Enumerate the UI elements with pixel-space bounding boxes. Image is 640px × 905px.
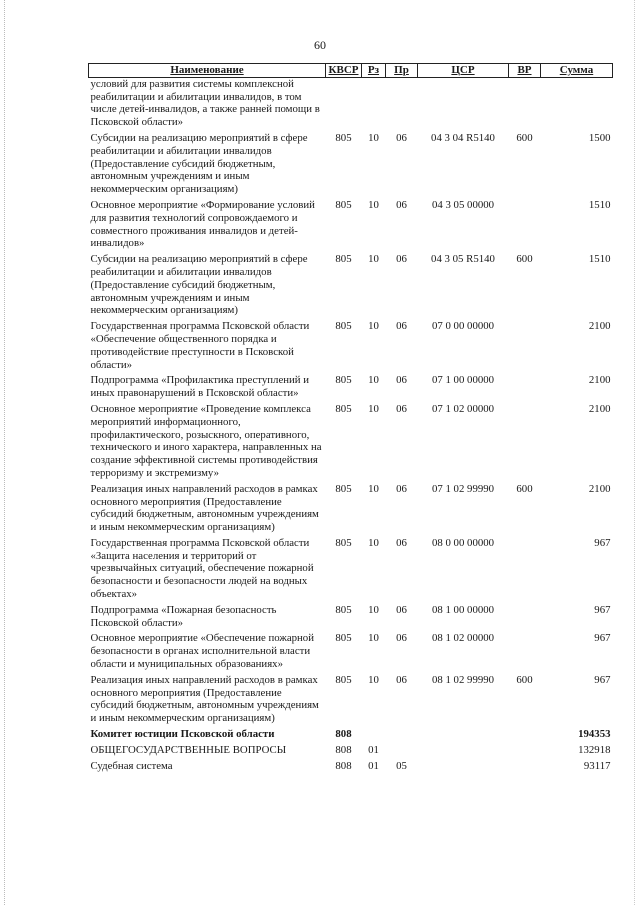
scan-edge-right	[634, 0, 636, 905]
scan-edge-left	[4, 0, 6, 905]
cell-sum: 1500	[588, 131, 611, 144]
table-row	[89, 317, 613, 371]
table-body	[89, 77, 613, 772]
cell-kvsr: 805	[335, 632, 352, 645]
cell-rz: 10	[368, 320, 379, 333]
cell-csr	[418, 757, 509, 773]
cell-name: Субсидии на реализацию мероприятий в сфере реабилитации и абилитации инвалидов (Предоставление субсидий бюджетным, автономным учреждениям и иным некоммерческим организациям)	[90, 253, 308, 317]
cell-csr: 04 3 05 00000	[431, 198, 495, 211]
cell-name: Реализация иных направлений расходов в рамках основного мероприятия (Предоставление субсидий бюджетным, автономным учреждениям и иным некоммерческим организациям)	[90, 673, 319, 725]
table-row	[89, 77, 613, 129]
cell-csr: 07 0 00 00000	[431, 320, 495, 333]
cell-csr: 07 1 00 00000	[431, 374, 495, 387]
cell-sum: 2100	[588, 320, 611, 333]
cell-kvsr: 805	[335, 374, 352, 387]
cell-sum: 1510	[588, 253, 611, 266]
cell-kvsr: 805	[335, 402, 352, 415]
table-row	[89, 671, 613, 725]
cell-csr: 04 3 04 R5140	[431, 131, 495, 144]
cell-rz: 10	[368, 673, 379, 686]
cell-rz: 10	[368, 632, 379, 645]
table-header-row	[89, 64, 613, 78]
cell-sum: 967	[594, 536, 611, 549]
cell-name: Судебная система	[90, 759, 173, 772]
cell-vr	[509, 196, 541, 250]
cell-pr	[386, 77, 418, 129]
cell-csr	[418, 741, 509, 757]
cell-kvsr: 805	[335, 603, 352, 616]
cell-kvsr: 808	[335, 728, 352, 741]
cell-rz	[362, 77, 386, 129]
cell-vr	[509, 757, 541, 773]
cell-name: Основное мероприятие «Обеспечение пожарной безопасности в органах исполнительной власти области и муниципальных образованиях»	[90, 632, 314, 671]
cell-pr: 06	[396, 536, 407, 549]
table-row	[89, 371, 613, 400]
cell-rz: 10	[368, 603, 379, 616]
cell-vr: 600	[516, 253, 533, 266]
cell-kvsr: 805	[335, 320, 352, 333]
cell-rz: 01	[368, 759, 379, 772]
cell-sum: 2100	[588, 402, 611, 415]
table-row	[89, 601, 613, 630]
budget-table	[88, 63, 613, 772]
cell-vr	[509, 725, 541, 741]
cell-csr: 08 1 00 00000	[431, 603, 495, 616]
cell-rz: 10	[368, 482, 379, 495]
cell-kvsr: 805	[335, 673, 352, 686]
cell-pr	[386, 741, 418, 757]
table-row	[89, 741, 613, 757]
cell-rz: 01	[368, 743, 379, 756]
cell-name: Государственная программа Псковской области «Обеспечение общественного порядка и противодействие преступности в Псковской области»	[90, 320, 310, 371]
cell-sum: 93117	[583, 759, 611, 772]
cell-csr: 08 0 00 00000	[431, 536, 495, 549]
cell-name: Подпрограмма «Пожарная безопасность Псковской области»	[90, 603, 277, 629]
cell-vr	[509, 400, 541, 480]
header-sum: Сумма	[541, 64, 613, 78]
cell-csr	[418, 725, 509, 741]
table-row	[89, 250, 613, 317]
cell-pr: 05	[396, 759, 407, 772]
cell-kvsr: 805	[335, 482, 352, 495]
cell-pr: 06	[396, 253, 407, 266]
cell-sum: 2100	[588, 374, 611, 387]
table-row	[89, 480, 613, 534]
cell-vr	[509, 77, 541, 129]
cell-name: Государственная программа Псковской области «Защита населения и территорий от чрезвычайных ситуаций, обеспечение пожарной безопасности и безопасности людей на водных объектах»	[90, 536, 314, 601]
cell-csr: 08 1 02 00000	[431, 632, 495, 645]
cell-vr	[509, 629, 541, 670]
table-row	[89, 629, 613, 670]
cell-pr: 06	[396, 632, 407, 645]
cell-name: Реализация иных направлений расходов в рамках основного мероприятия (Предоставление субсидий бюджетным, автономным учреждениям и иным некоммерческим организациям)	[90, 482, 319, 534]
header-csr: ЦСР	[418, 64, 509, 78]
cell-kvsr: 805	[335, 253, 352, 266]
cell-name: условий для развития системы комплексной реабилитации и абилитации инвалидов, в том числе детей-инвалидов, а также ранней помощи в Псковской области»	[90, 77, 320, 129]
cell-pr: 06	[396, 603, 407, 616]
cell-rz: 10	[368, 536, 379, 549]
header-rz: Рз	[362, 64, 386, 78]
cell-name: Основное мероприятие «Формирование условий для развития технологий сопровождаемого и совместного проживания инвалидов и детей-инвалидов»	[90, 198, 315, 250]
cell-csr: 08 1 02 99990	[431, 673, 495, 686]
cell-name: ОБЩЕГОСУДАРСТВЕННЫЕ ВОПРОСЫ	[90, 743, 287, 756]
cell-sum: 2100	[588, 482, 611, 495]
header-name: Наименование	[89, 64, 326, 78]
cell-vr: 600	[516, 131, 533, 144]
cell-kvsr: 808	[335, 759, 352, 772]
table-row	[89, 196, 613, 250]
page-number: 60	[314, 38, 326, 52]
table-row	[89, 757, 613, 773]
cell-pr: 06	[396, 673, 407, 686]
cell-rz: 10	[368, 131, 379, 144]
cell-vr	[509, 317, 541, 371]
cell-pr: 06	[396, 198, 407, 211]
cell-pr: 06	[396, 374, 407, 387]
table-row	[89, 129, 613, 196]
cell-rz: 10	[368, 374, 379, 387]
header-vr: ВР	[509, 64, 541, 78]
header-pr: Пр	[386, 64, 418, 78]
cell-vr	[509, 741, 541, 757]
header-kvsr: КВСР	[326, 64, 362, 78]
cell-csr: 07 1 02 00000	[431, 402, 495, 415]
cell-sum: 1510	[588, 198, 611, 211]
cell-vr	[509, 534, 541, 601]
cell-csr: 04 3 05 R5140	[431, 253, 495, 266]
cell-name: Основное мероприятие «Проведение комплекса мероприятий информационного, профилактического, розыскного, оперативного, технического и иного характера, направленных на создание эффективной системы противодействия терроризму и экстремизму»	[90, 402, 322, 479]
cell-sum: 967	[594, 603, 611, 616]
cell-vr	[509, 601, 541, 630]
cell-sum: 132918	[578, 743, 611, 756]
cell-csr	[418, 77, 509, 129]
cell-sum: 967	[594, 673, 611, 686]
cell-sum	[541, 77, 613, 129]
cell-rz	[362, 725, 386, 741]
table-row	[89, 725, 613, 741]
cell-name: Подпрограмма «Профилактика преступлений и иных правонарушений в Псковской области»	[90, 374, 310, 400]
cell-pr: 06	[396, 402, 407, 415]
table-row	[89, 400, 613, 480]
cell-csr: 07 1 02 99990	[431, 482, 495, 495]
table-row	[89, 534, 613, 601]
cell-pr: 06	[396, 131, 407, 144]
cell-name: Комитет юстиции Псковской области	[90, 728, 275, 741]
cell-pr: 06	[396, 482, 407, 495]
cell-kvsr: 805	[335, 198, 352, 211]
cell-vr: 600	[516, 482, 533, 495]
cell-sum: 194353	[578, 728, 611, 741]
cell-kvsr	[326, 77, 362, 129]
cell-kvsr: 805	[335, 536, 352, 549]
cell-vr: 600	[516, 673, 533, 686]
cell-kvsr: 805	[335, 131, 352, 144]
cell-pr: 06	[396, 320, 407, 333]
cell-name: Субсидии на реализацию мероприятий в сфере реабилитации и абилитации инвалидов (Предоставление субсидий бюджетным, автономным учреждениям и иным некоммерческим организациям)	[90, 131, 308, 196]
cell-rz: 10	[368, 402, 379, 415]
cell-rz: 10	[368, 198, 379, 211]
cell-pr	[386, 725, 418, 741]
cell-sum: 967	[594, 632, 611, 645]
cell-vr	[509, 371, 541, 400]
cell-rz: 10	[368, 253, 379, 266]
cell-kvsr: 808	[335, 743, 352, 756]
